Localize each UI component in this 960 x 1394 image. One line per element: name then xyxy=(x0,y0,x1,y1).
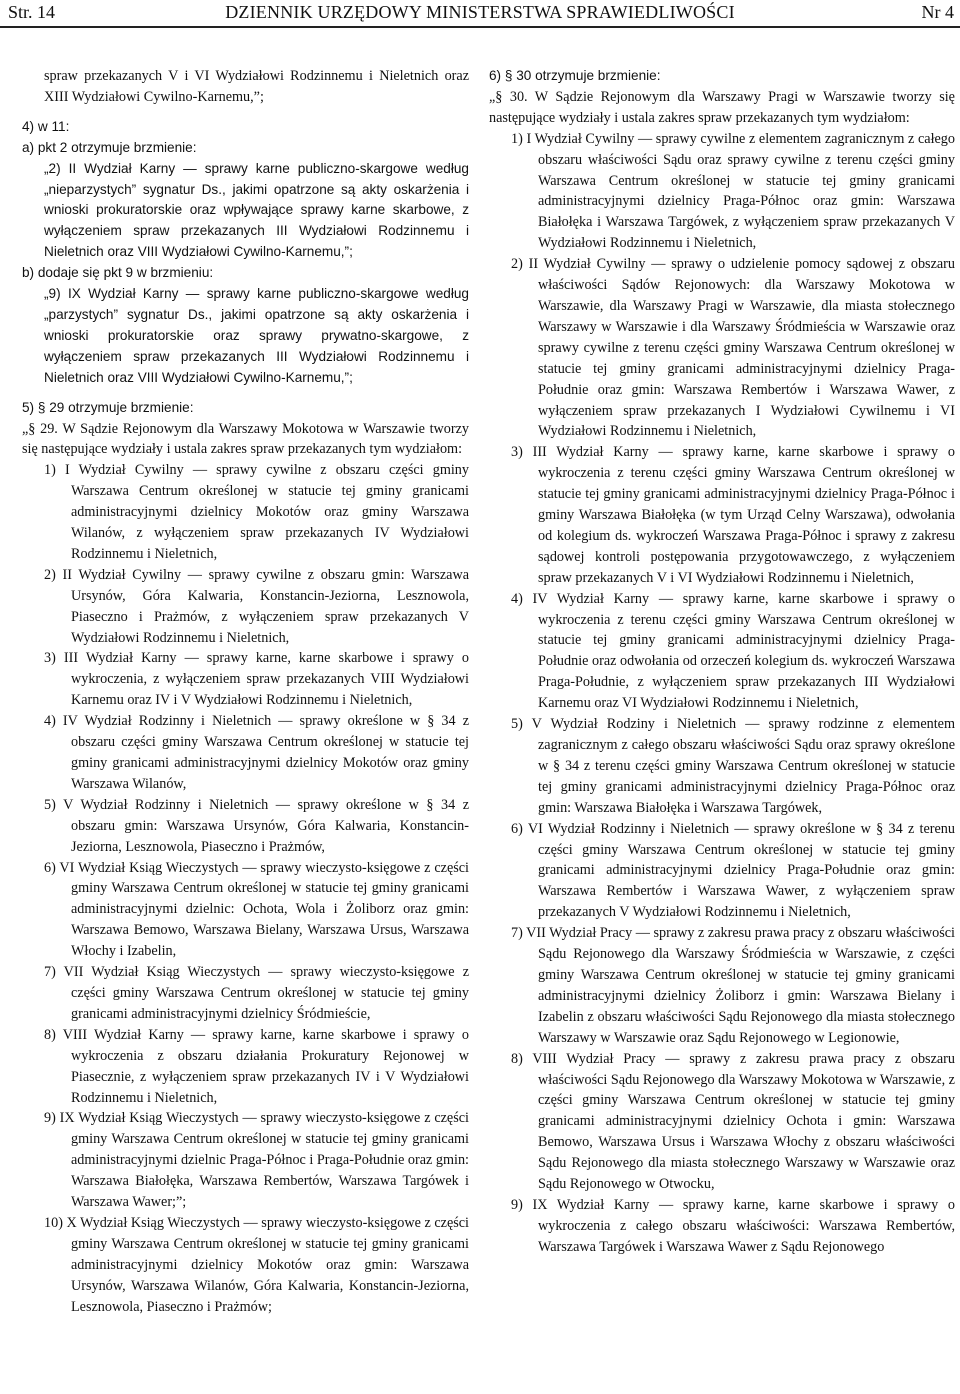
list-item: 9) IX Wydział Karny — sprawy karne, karne skarbowe i sprawy o wykroczenia z całego obszaru właściwości: Warszawa Rembertów, Warszawa Targówek i Warszawa Wawer z Sądu Rejonowego xyxy=(511,1196,955,1255)
section-4b-text: „9) IX Wydział Karny — sprawy karne publiczno-skargowe według „parzystych” sygnatur Ds., jakimi opatrzone są akty oskarżenia i wnioski prokuratorskie oraz sprawy prywatno-skargowe, z wyłączeniem spraw przekazanych III Wydziałowi Rodzinnemu i Nieletnich oraz VIII Wydziałowi Cywilno-Karnemu,”; xyxy=(44,286,469,385)
list-item: 6) VI Wydział Rodzinny i Nieletnich — sprawy określone w § 34 z terenu części gminy Warszawa Centrum określonej w statucie tej gminy granicami administracyjnymi dzielnicy Praga-Południe oraz gmin: Warszawa Rembertów i Warszawa Wawer, z wyłączeniem spraw przekazanych V Wydziałowi Rodzinnemu i Nieletnich, xyxy=(511,820,955,921)
issue-number: Nr 4 xyxy=(921,2,954,22)
section-29-intro: „§ 29. W Sądzie Rejonowym dla Warszawy Mokotowa w Warszawie tworzy się następujące wydziały i ustala zakres spraw przekazanych tym wydziałom: xyxy=(22,420,469,458)
list-item: 8) VIII Wydział Karny — sprawy karne, karne skarbowe i sprawy o wykroczenia z obszaru działania Prokuratury Rejonowej w Piasecznie, z wyłączeniem spraw przekazanych IV i V Wydziałowi Rodzinnemu i Nieletnich, xyxy=(44,1026,469,1106)
section-4a-heading: a) pkt 2 otrzymuje brzmienie: xyxy=(22,139,197,155)
list-item: 1) I Wydział Cywilny — sprawy cywilne z obszaru części gminy Warszawa Centrum określonej w statucie tej gminy granicami administracyjnymi dzielnicy Mokotów oraz gminy Warszawa Wilanów, z wyłączeniem spraw przekazanych IV Wydziałowi Rodzinnemu i Nieletnich, xyxy=(44,462,469,562)
page-number: Str. 14 xyxy=(8,2,56,22)
journal-title: DZIENNIK URZĘDOWY MINISTERSTWA SPRAWIEDLIWOŚCI xyxy=(225,2,735,22)
list-item: 3) III Wydział Karny — sprawy karne, karne skarbowe i sprawy o wykroczenia, z wyłączeniem spraw przekazanych VIII Wydziałowi Karnemu oraz IV i V Wydziałowi Rodzinnemu i Nieletnich, xyxy=(44,650,469,709)
list-item: 10) X Wydział Ksiąg Wieczystych — sprawy wieczysto-księgowe z części gminy Warszawa Centrum określonej w statucie tej gminy granicami administracyjnymi dzielnicy Mokotów oraz gmin: Warszawa Ursynów, Warszawa Wilanów, Góra Kalwaria, Konstancin-Jeziorna, Lesznowola, Piaseczno i Prażmów; xyxy=(44,1214,469,1315)
list-item: 8) VIII Wydział Pracy — sprawy z zakresu prawa pracy z obszaru właściwości Sądu Rejonowego dla Warszawy Mokotowa w Warszawie, z części gminy Warszawa Centrum określonej w statucie tej gminy granicami administracyjnymi dzielnicy Ochota i gmin: Warszawa Bemowo, Warszawa Ursus i Warszawa Włochy z obszaru właściwości Sądu Rejonowego dla miasta stołecznego Warszawy w Warszawie oraz Sądu Rejonowego w Otwocku, xyxy=(511,1050,955,1193)
left-column xyxy=(22,66,469,1317)
list-item: 5) V Wydział Rodzinny i Nieletnich — sprawy określone w § 34 z obszaru gmin: Warszawa Ursynów, Góra Kalwaria, Konstancin-Jeziorna, Lesznowola, Piaseczno i Prażmów, xyxy=(44,796,469,855)
list-item: 4) IV Wydział Rodzinny i Nieletnich — sprawy określone w § 34 z obszaru części gminy Warszawa Centrum określonej w statucie tej gminy granicami administracyjnymi dzielnicy Mokotów oraz gminy Warszawa Wilanów, xyxy=(44,713,469,792)
list-item: 3) III Wydział Karny — sprawy karne, karne skarbowe i sprawy o wykroczenia z terenu części gminy Warszawa Centrum określonej w statucie tej gminy granicami administracyjnymi dzielnicy Praga-Północ i gminy Warszawa Białołęka (w tym Urząd Celny Warszawa), odwołania od kolegium ds. wykroczeń Warszawa Praga-Północ i sprawy z zakresu sądowej kontroli postępowania przygotowawczego, z wyłączeniem spraw przekazanych V i VI Wydziałowi Rodzinnemu i Nieletnich, xyxy=(511,444,955,586)
list-item: 1) I Wydział Cywilny — sprawy cywilne z elementem zagranicznym z całego obszaru właściwości Sądu oraz sprawy cywilne z terenu części gminy Warszawa Centrum określonej w statucie tej gminy granicami administracyjnymi dzielnicy Praga-Północ oraz gmin: Warszawa Białołęka i Warszawa Targówek, z wyłączeniem spraw przekazanych V Wydziałowi Rodzinnemu i Nieletnich, xyxy=(511,130,955,252)
list-item: 9) IX Wydział Ksiąg Wieczystych — sprawy wieczysto-księgowe z części gminy Warszawa Centrum określonej w statucie tej gminy granicami administracyjnymi dzielnic Praga-Północ i Praga-Południe oraz gmin: Warszawa Białołęka, Warszawa Rembertów, Warszawa Targówek i Warszawa Wawer;”; xyxy=(44,1110,469,1211)
list-item: 7) VII Wydział Ksiąg Wieczystych — sprawy wieczysto-księgowe z części gminy Warszawa Centrum określonej w statucie tej gminy granicami administracyjnymi dzielnicy Śródmieście, xyxy=(44,964,469,1022)
list-item: 6) VI Wydział Ksiąg Wieczystych — sprawy wieczysto-księgowe z części gminy Warszawa Centrum określonej w statucie tej gminy granicami administracyjnymi dzielnic: Ochota, Wola i Żoliborz oraz gmin: Warszawa Bemowo, Warszawa Bielany, Warszawa Ursus, Warszawa Włochy i Izabelin, xyxy=(44,859,469,960)
list-item: 4) IV Wydział Karny — sprawy karne, karne skarbowe i sprawy o wykroczenia z terenu części gminy Warszawa Centrum określonej w statucie tej gminy granicami administracyjnymi dzielnicy Praga-Południe oraz odwołania od orzeczeń kolegium ds. wykroczeń Warszawa Praga-Południe, z wyłączeniem spraw przekazanych III Wydziałowi Karnemu oraz VI Wydziałowi Rodzinnemu i Nieletnich, xyxy=(511,590,955,712)
section-4-heading: 4) w 11: xyxy=(22,118,70,134)
list-item: 2) II Wydział Cywilny — sprawy o udzielenie pomocy sądowej z obszaru właściwości Sądów Rejonowych: dla Warszawy Mokotowa w Warszawie, dla Warszawy Pragi w Warszawie, dla miasta stołecznego Warszawy w Warszawie i dla Warszawy Śródmieścia w Warszawie oraz sprawy cywilne z terenu części gminy Warszawa Centrum określonej w statucie tej gminy granicami administracyjnymi dzielnicy Praga-Południe oraz gmin: Warszawa Rembertów i Warszawa Wawer, z wyłączeniem spraw przekazanych I Wydziałowi Cywilnemu i VI Wydziałowi Rodzinnemu i Nieletnich, xyxy=(511,256,955,440)
page-header xyxy=(0,0,960,28)
list-item: 7) VII Wydział Pracy — sprawy z zakresu prawa pracy z obszaru właściwości Sądu Rejonowego dla Warszawy Śródmieścia w Warszawie, z części gminy Warszawa Centrum określonej w statucie tej gminy granicami administracyjnymi dzielnicy Żoliborz i gmin: Warszawa Bielany i Izabelin z obszaru właściwości Sądu Rejonowego dla miasta stołecznego Warszawy w Warszawie oraz Sądu Rejonowego w Legionowie, xyxy=(511,925,955,1046)
section-30-list xyxy=(489,129,955,1258)
section-6-heading: 6) § 30 otrzymuje brzmienie: xyxy=(489,68,661,83)
section-4a-text: „2) II Wydział Karny — sprawy karne publiczno-skargowe według „nieparzystych” sygnatur Ds., jakimi opatrzone są akty oskarżenia i wnioski prokuratorskie oraz wpływające sprawy karne skarbowe, z wyłączeniem spraw przekazanych III Wydziałowi Rodzinnemu i Nieletnich oraz VIII Wydziałowi Cywilno-Karnemu,”; xyxy=(44,160,469,260)
section-29-list xyxy=(22,460,469,1317)
section-30-intro: „§ 30. W Sądzie Rejonowym dla Warszawy Pragi w Warszawie tworzy się następujące wydziały i ustala zakres spraw przekazanych tym wydziałom: xyxy=(489,88,955,126)
right-column xyxy=(489,66,955,1258)
continued-text: spraw przekazanych V i VI Wydziałowi Rodzinnemu i Nieletnich oraz XIII Wydziałowi Cywilno-Karnemu,”; xyxy=(44,68,469,105)
section-4b-heading: b) dodaje się pkt 9 w brzmieniu: xyxy=(22,265,214,281)
section-5-heading: 5) § 29 otrzymuje brzmienie: xyxy=(22,399,194,415)
list-item: 5) V Wydział Rodziny i Nieletnich — sprawy rodzinne z elementem zagranicznym z całego obszaru właściwości Sądu oraz sprawy określone w § 34 z terenu części gminy Warszawa Centrum określonej w statucie tej gminy granicami administracyjnymi dzielnicy Praga-Północ oraz gmin: Warszawa Białołęka i Warszawa Targówek, xyxy=(511,716,955,816)
list-item: 2) II Wydział Cywilny — sprawy cywilne z obszaru gmin: Warszawa Ursynów, Góra Kalwaria, Konstancin-Jeziorna, Lesznowola, Piaseczno i Prażmów, z wyłączeniem spraw przekazanych V Wydziałowi Rodzinnemu i Nieletnich, xyxy=(44,566,469,646)
